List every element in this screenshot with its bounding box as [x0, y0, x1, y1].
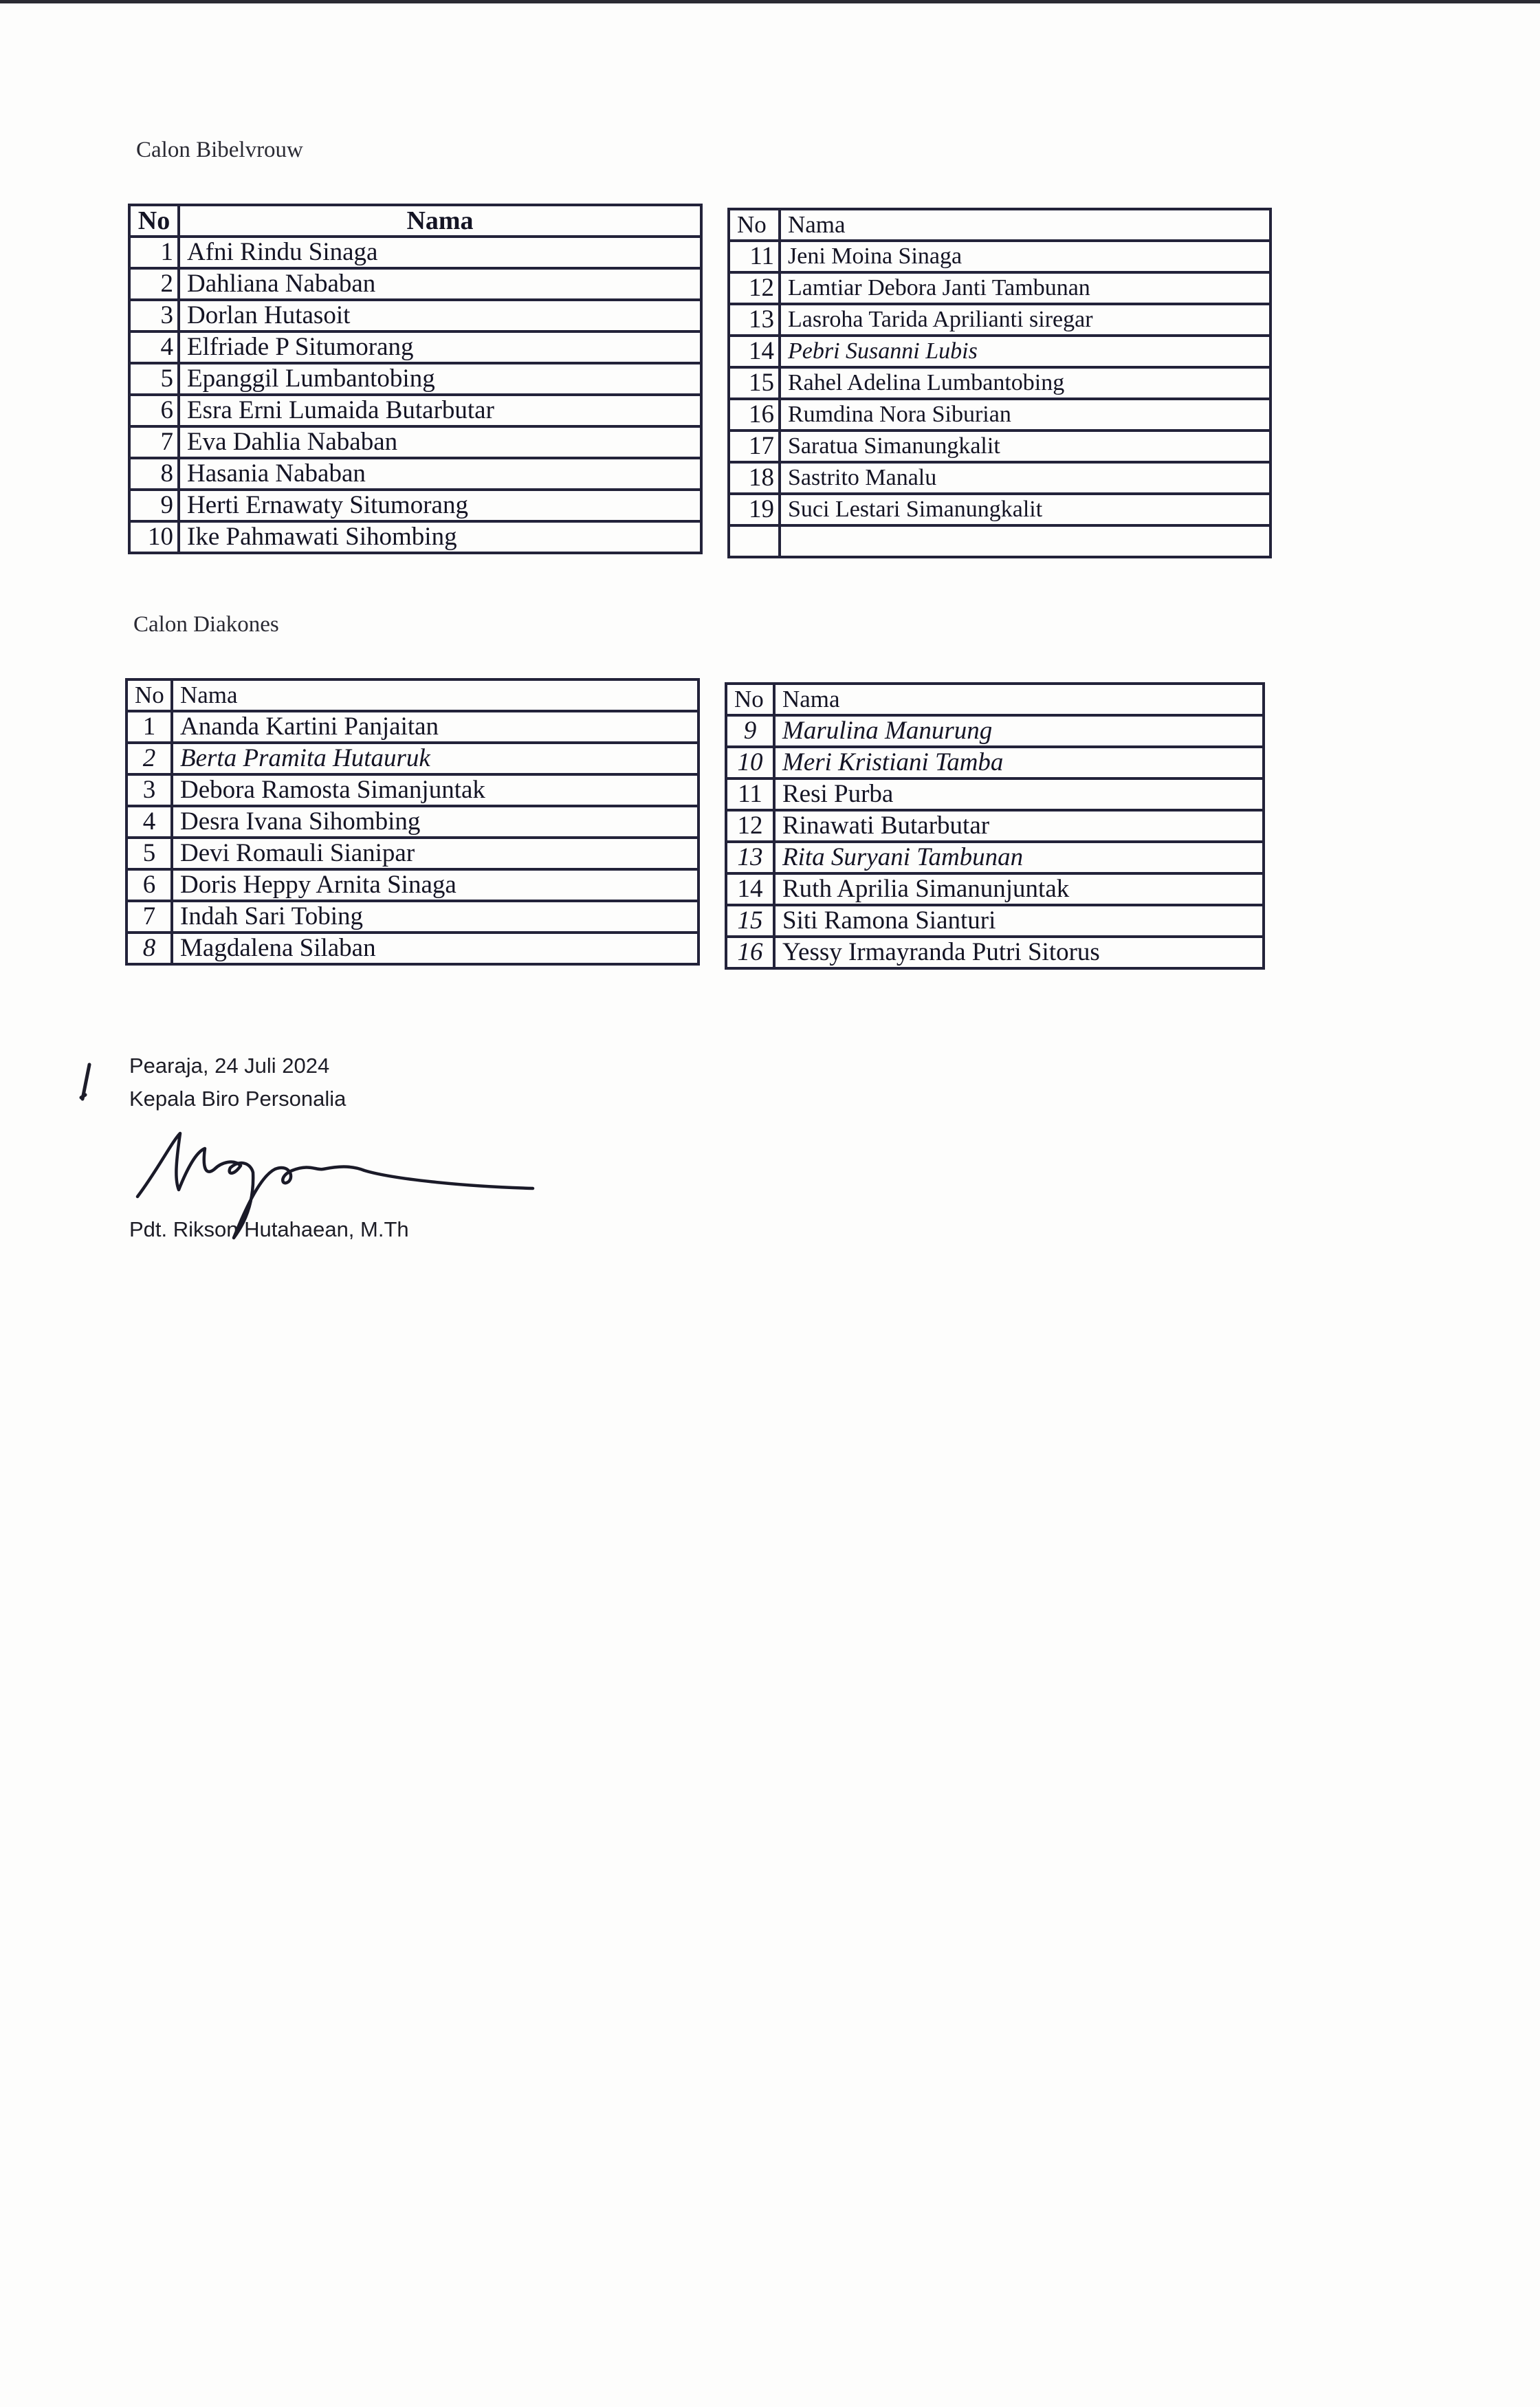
row-name: Debora Ramosta Simanjuntak [172, 774, 698, 806]
row-number: 10 [129, 521, 179, 553]
row-number: 10 [726, 747, 774, 778]
row-name: Magdalena Silaban [172, 933, 698, 964]
row-name: Indah Sari Tobing [172, 901, 698, 933]
row-name: Esra Erni Lumaida Butarbutar [179, 395, 701, 426]
row-name: Jeni Moina Sinaga [780, 241, 1270, 272]
row-number: 2 [129, 268, 179, 300]
table-row [129, 237, 701, 268]
table-row-empty [729, 525, 1270, 557]
row-number: 12 [726, 810, 774, 842]
row-name: Dahliana Nababan [179, 268, 701, 300]
table-row [129, 300, 701, 331]
table-row [129, 395, 701, 426]
row-number: 14 [726, 873, 774, 905]
row-number: 18 [729, 462, 780, 494]
table-header-row [726, 684, 1264, 715]
row-number: 3 [126, 774, 172, 806]
row-name: Devi Romauli Sianipar [172, 838, 698, 869]
table-row [726, 873, 1264, 905]
table-row [729, 462, 1270, 494]
table-row [729, 304, 1270, 336]
table-row [726, 778, 1264, 810]
row-name: Saratua Simanungkalit [780, 431, 1270, 462]
table-row [126, 774, 698, 806]
row-name: Hasania Nababan [179, 458, 701, 490]
row-name: Rita Suryani Tambunan [774, 842, 1264, 873]
row-number: 11 [726, 778, 774, 810]
bibelvrouw-table-left [128, 204, 703, 554]
row-number: 8 [129, 458, 179, 490]
row-name: Suci Lestari Simanungkalit [780, 494, 1270, 525]
row-number: 4 [126, 806, 172, 838]
row-name: Rumdina Nora Siburian [780, 399, 1270, 431]
table-row [726, 715, 1264, 747]
row-name: Ruth Aprilia Simanunjuntak [774, 873, 1264, 905]
row-name: Afni Rindu Sinaga [179, 237, 701, 268]
row-name: Eva Dahlia Nababan [179, 426, 701, 458]
signature-position: Kepala Biro Personalia [129, 1087, 346, 1111]
row-number: 16 [726, 937, 774, 968]
row-number: 17 [729, 431, 780, 462]
row-name: Ike Pahmawati Sihombing [179, 521, 701, 553]
bibelvrouw-table-right [727, 208, 1272, 558]
table-row [729, 336, 1270, 367]
row-number: 15 [726, 905, 774, 937]
row-name: Lamtiar Debora Janti Tambunan [780, 272, 1270, 304]
row-name: Berta Pramita Hutauruk [172, 743, 698, 774]
row-number: 15 [729, 367, 780, 399]
row-name: Pebri Susanni Lubis [780, 336, 1270, 367]
row-number: 6 [126, 869, 172, 901]
table-row [129, 490, 701, 521]
row-name: Rahel Adelina Lumbantobing [780, 367, 1270, 399]
table-row [129, 331, 701, 363]
row-name: Ananda Kartini Panjaitan [172, 711, 698, 743]
table-header-row [729, 209, 1270, 241]
row-name: Elfriade P Situmorang [179, 331, 701, 363]
table-row [126, 901, 698, 933]
row-number: 5 [126, 838, 172, 869]
table-row [126, 743, 698, 774]
section-title-bibelvrouw: Calon Bibelvrouw [136, 138, 303, 162]
row-number: 5 [129, 363, 179, 395]
row-number: 1 [126, 711, 172, 743]
table-row [126, 933, 698, 964]
row-name: Doris Heppy Arnita Sinaga [172, 869, 698, 901]
row-number: 12 [729, 272, 780, 304]
table-row [129, 363, 701, 395]
header-nama: Nama [172, 679, 698, 711]
row-name: Meri Kristiani Tamba [774, 747, 1264, 778]
table-header-row [126, 679, 698, 711]
row-number: 7 [126, 901, 172, 933]
row-number: 8 [126, 933, 172, 964]
row-number: 6 [129, 395, 179, 426]
diakones-table-right [725, 682, 1265, 970]
header-nama: Nama [780, 209, 1270, 241]
table-row [129, 521, 701, 553]
table-row [726, 747, 1264, 778]
header-no: No [726, 684, 774, 715]
table-row [729, 399, 1270, 431]
table-row [126, 711, 698, 743]
table-row [729, 367, 1270, 399]
row-number: 1 [129, 237, 179, 268]
header-no: No [729, 209, 780, 241]
row-number: 4 [129, 331, 179, 363]
table-row [126, 838, 698, 869]
row-number: 9 [129, 490, 179, 521]
table-row [126, 869, 698, 901]
table-row [729, 272, 1270, 304]
row-name: Resi Purba [774, 778, 1264, 810]
row-name: Lasroha Tarida Aprilianti siregar [780, 304, 1270, 336]
row-number-empty [729, 525, 780, 557]
row-name: Rinawati Butarbutar [774, 810, 1264, 842]
page-top-edge [0, 0, 1540, 3]
row-name: Marulina Manurung [774, 715, 1264, 747]
table-row [126, 806, 698, 838]
row-number: 14 [729, 336, 780, 367]
table-row [729, 241, 1270, 272]
header-no: No [129, 205, 179, 237]
row-name-empty [780, 525, 1270, 557]
signature-place-date: Pearaja, 24 Juli 2024 [129, 1054, 330, 1078]
diakones-table-left [125, 678, 700, 966]
header-nama: Nama [179, 205, 701, 237]
table-row [726, 810, 1264, 842]
table-row [129, 458, 701, 490]
row-number: 7 [129, 426, 179, 458]
table-row [726, 905, 1264, 937]
row-number: 9 [726, 715, 774, 747]
row-name: Siti Ramona Sianturi [774, 905, 1264, 937]
table-row [726, 842, 1264, 873]
header-no: No [126, 679, 172, 711]
row-number: 19 [729, 494, 780, 525]
row-name: Herti Ernawaty Situmorang [179, 490, 701, 521]
row-number: 11 [729, 241, 780, 272]
table-header-row [129, 205, 701, 237]
row-number: 13 [729, 304, 780, 336]
row-number: 3 [129, 300, 179, 331]
row-name: Epanggil Lumbantobing [179, 363, 701, 395]
table-row [726, 937, 1264, 968]
row-name: Sastrito Manalu [780, 462, 1270, 494]
row-number: 2 [126, 743, 172, 774]
row-number: 16 [729, 399, 780, 431]
row-name: Dorlan Hutasoit [179, 300, 701, 331]
table-row [129, 426, 701, 458]
row-number: 13 [726, 842, 774, 873]
row-name: Yessy Irmayranda Putri Sitorus [774, 937, 1264, 968]
table-row [729, 494, 1270, 525]
signature-name: Pdt. Rikson Hutahaean, M.Th [129, 1217, 409, 1241]
margin-mark-icon [69, 1059, 110, 1107]
row-name: Desra Ivana Sihombing [172, 806, 698, 838]
table-row [129, 268, 701, 300]
section-title-diakones: Calon Diakones [133, 612, 279, 637]
header-nama: Nama [774, 684, 1264, 715]
table-row [729, 431, 1270, 462]
